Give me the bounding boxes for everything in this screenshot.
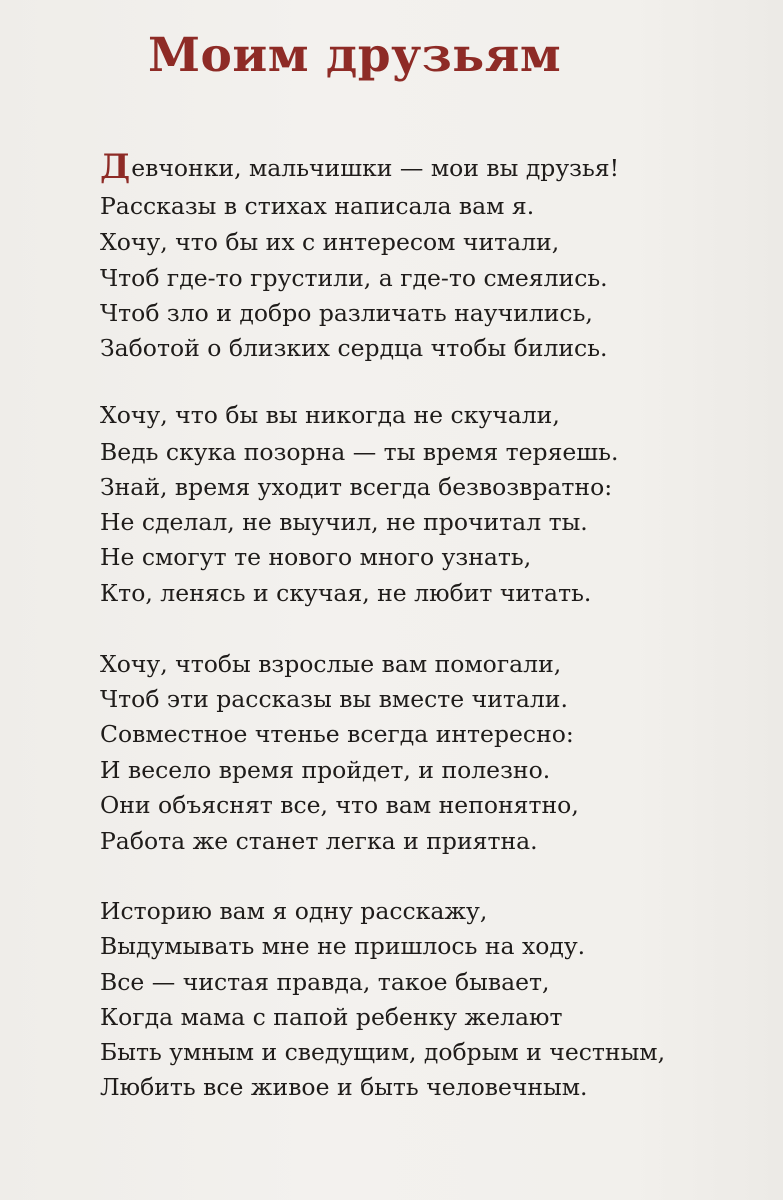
poem-line: Выдумывать мне не пришлось на ходу. — [100, 932, 586, 960]
poem-line: Кто, ленясь и скучая, не любит читать. — [100, 579, 592, 607]
poem-line: Чтоб эти рассказы вы вместе читали. — [100, 685, 568, 713]
poem-line: Любить все живое и быть человечным. — [100, 1073, 588, 1101]
poem-line: Историю вам я одну расскажу, — [100, 897, 488, 925]
poem-line: Работа же станет легка и приятна. — [100, 827, 538, 855]
poem-line — [100, 147, 620, 187]
drop-cap-letter: Д — [100, 147, 131, 187]
poem-line: Когда мама с папой ребенку желают — [100, 1003, 563, 1031]
poem-line: Они объяснят все, что вам непонятно, — [100, 791, 579, 819]
poem-line: Заботой о близких сердца чтобы бились. — [100, 334, 608, 362]
poem-line: Не смогут те нового много узнать, — [100, 543, 532, 571]
poem-line: Хочу, что бы вы никогда не скучали, — [100, 401, 560, 429]
poem-line: Быть умным и сведущим, добрым и честным, — [100, 1038, 666, 1066]
poem-title: Моим друзьям — [148, 28, 562, 83]
poem-line: Чтоб где-то грустили, а где-то смеялись. — [100, 264, 608, 292]
poem-line: Совместное чтенье всегда интересно: — [100, 720, 574, 748]
poem-line: Хочу, чтобы взрослые вам помогали, — [100, 650, 562, 678]
poem-line: Чтоб зло и добро различать научились, — [100, 299, 593, 327]
poem-line: Хочу, что бы их с интересом читали, — [100, 228, 560, 256]
poem-line: Рассказы в стихах написала вам я. — [100, 192, 535, 220]
poem-line: Все — чистая правда, такое бывает, — [100, 968, 550, 996]
poem-line: Ведь скука позорна — ты время теряешь. — [100, 438, 619, 466]
poem-line: Знай, время уходит всегда безвозвратно: — [100, 473, 613, 501]
poem-line-text: евчонки, мальчишки — мои вы друзья! — [131, 154, 620, 182]
poem-line: И весело время пройдет, и полезно. — [100, 756, 551, 784]
poem-line: Не сделал, не выучил, не прочитал ты. — [100, 508, 588, 536]
